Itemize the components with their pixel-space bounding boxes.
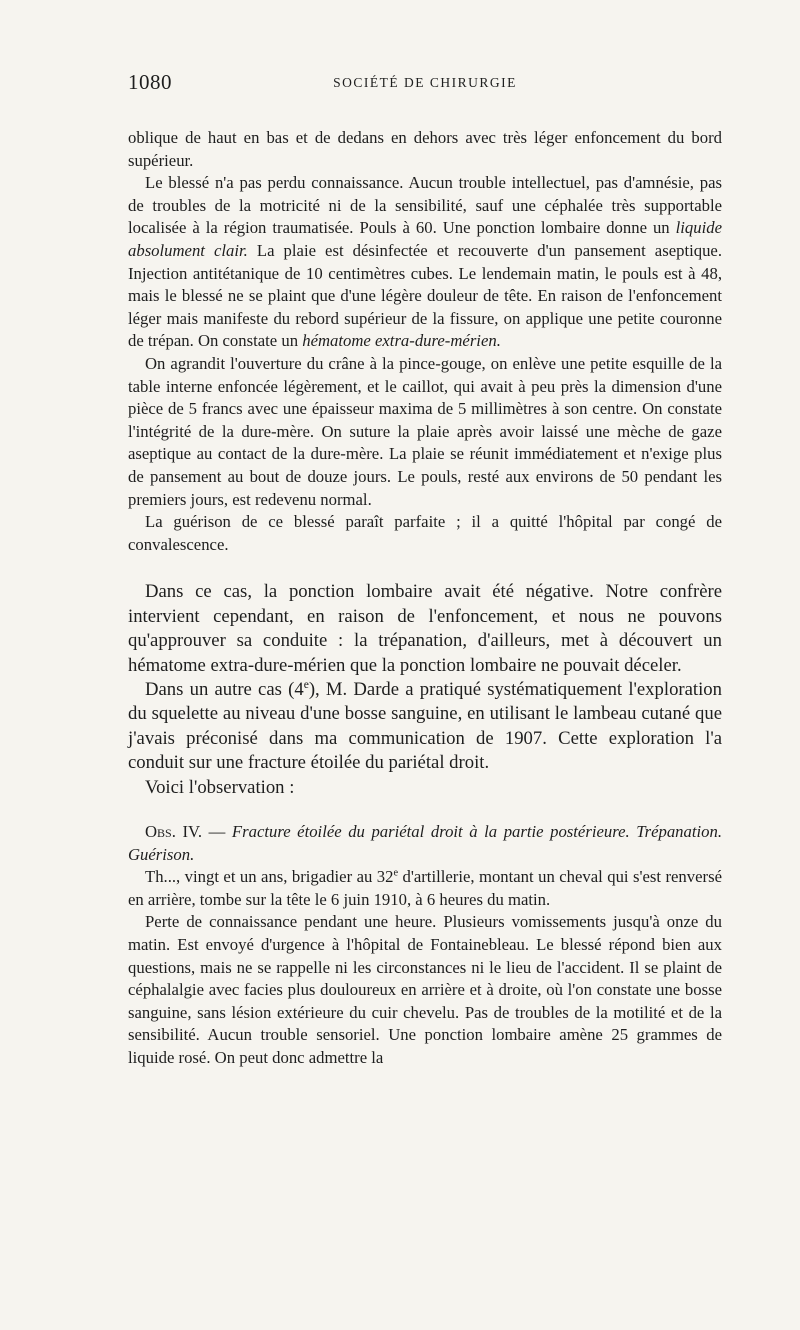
page-number: 1080 bbox=[128, 70, 172, 94]
case-report-continuation bbox=[128, 127, 722, 556]
text-run: La plaie est désinfectée et recouverte d'un pansement aseptique. Injection antitétanique de 10 centimètres cubes. Le lendemain matin, le pouls est à 48, mais le blessé ne se plaint que d'une légère douleur de tête. En raison de l'enfoncement léger mais manifeste du rebord supérieur de la fissure, on applique une petite couronne de trépan. On constate un bbox=[128, 240, 722, 351]
text-run: d'artillerie, montant un cheval qui s'est renversé en arrière, tombe sur la tête le 6 juin 1910, à 6 heures du matin. bbox=[128, 867, 722, 909]
paragraph: Voici l'observation : bbox=[145, 776, 295, 798]
paragraph: Dans ce cas, la ponction lombaire avait été négative. Notre confrère intervient cependant, en raison de l'enfoncement, et nous ne pouvons qu'approuver sa conduite : la trépanation, d'ailleurs, met à découvert un hématome extra-dure-mérien que la ponction lombaire ne pouvait déceler. bbox=[128, 581, 722, 676]
superscript: e bbox=[393, 867, 399, 879]
italic-text: hématome extra-dure-mérien. bbox=[302, 331, 501, 351]
text-run: — bbox=[202, 821, 232, 841]
observation-label: Obs. IV. bbox=[145, 821, 203, 841]
text-run: ), M. Darde a pratiqué systématiquement l'exploration du squelette au niveau d'une bosse sanguine, en utilisant le lambeau cutané que j'avais préconisé dans ma communication de 1907. Cette exploration l'a conduit sur une fracture étoilée du pariétal droit. bbox=[128, 678, 722, 774]
running-title: SOCIÉTÉ DE CHIRURGIE bbox=[333, 75, 517, 90]
text-run: Dans un autre cas (4 bbox=[145, 678, 304, 700]
italic-text: liquide absolument clair. bbox=[128, 218, 722, 260]
page-header bbox=[128, 70, 722, 100]
text-run: Th..., vingt et un ans, brigadier au 32 bbox=[145, 867, 394, 887]
observation-iv bbox=[128, 821, 722, 1070]
paragraph: La guérison de ce blessé paraît parfaite ; il a quitté l'hôpital par congé de convalescence. bbox=[128, 512, 722, 554]
paragraph bbox=[128, 172, 722, 353]
paragraph bbox=[128, 866, 722, 911]
paragraph bbox=[128, 678, 722, 776]
page-body bbox=[128, 127, 722, 1069]
commentary bbox=[128, 580, 722, 800]
observation-heading bbox=[128, 821, 722, 866]
paragraph: On agrandit l'ouverture du crâne à la pince-gouge, on enlève une petite esquille de la table interne enfoncée légèrement, et le caillot, qui avait à peu près la dimension d'une pièce de 5 francs avec une épaisseur maxima de 5 millimètres à son centre. On constate l'intégrité de la dure-mère. On suture la plaie après avoir laissé une mèche de gaze aseptique au contact de la dure-mère. La plaie se réunit immédiatement et n'exige plus de pansement au bout de douze jours. Le pouls, resté aux environs de 50 pendant les premiers jours, est redevenu normal. bbox=[128, 353, 722, 509]
superscript: e bbox=[303, 677, 309, 691]
observation-title: Fracture étoilée du pariétal droit à la partie postérieure. Trépanation. Guérison. bbox=[128, 821, 723, 864]
paragraph: Perte de connaissance pendant une heure. Plusieurs vomissements jusqu'à onze du matin. Est envoyé d'urgence à l'hôpital de Fontainebleau. Le blessé répond bien aux questions, mais ne se rappelle ni les circonstances ni le lieu de l'accident. Il se plaint de céphalalgie avec facies plus douloureux en arrière et à droite, où l'on constate une bosse sanguine, sans lésion extérieure du cuir chevelu. Pas de troubles de la motilité et de la sensibilité. Aucun trouble sensoriel. Une ponction lombaire amène 25 grammes de liquide rosé. On peut donc admettre la bbox=[128, 912, 722, 1067]
text-run: Le blessé n'a pas perdu connaissance. Aucun trouble intellectuel, pas d'amnésie, pas de troubles de la motricité ni de la sensibilité, sauf une céphalée très supportable localisée à la région traumatisée. Pouls à 60. Une ponction lombaire donne un bbox=[128, 173, 722, 238]
paragraph: oblique de haut en bas et de dedans en dehors avec très léger enfoncement du bord supérieur. bbox=[128, 128, 722, 170]
